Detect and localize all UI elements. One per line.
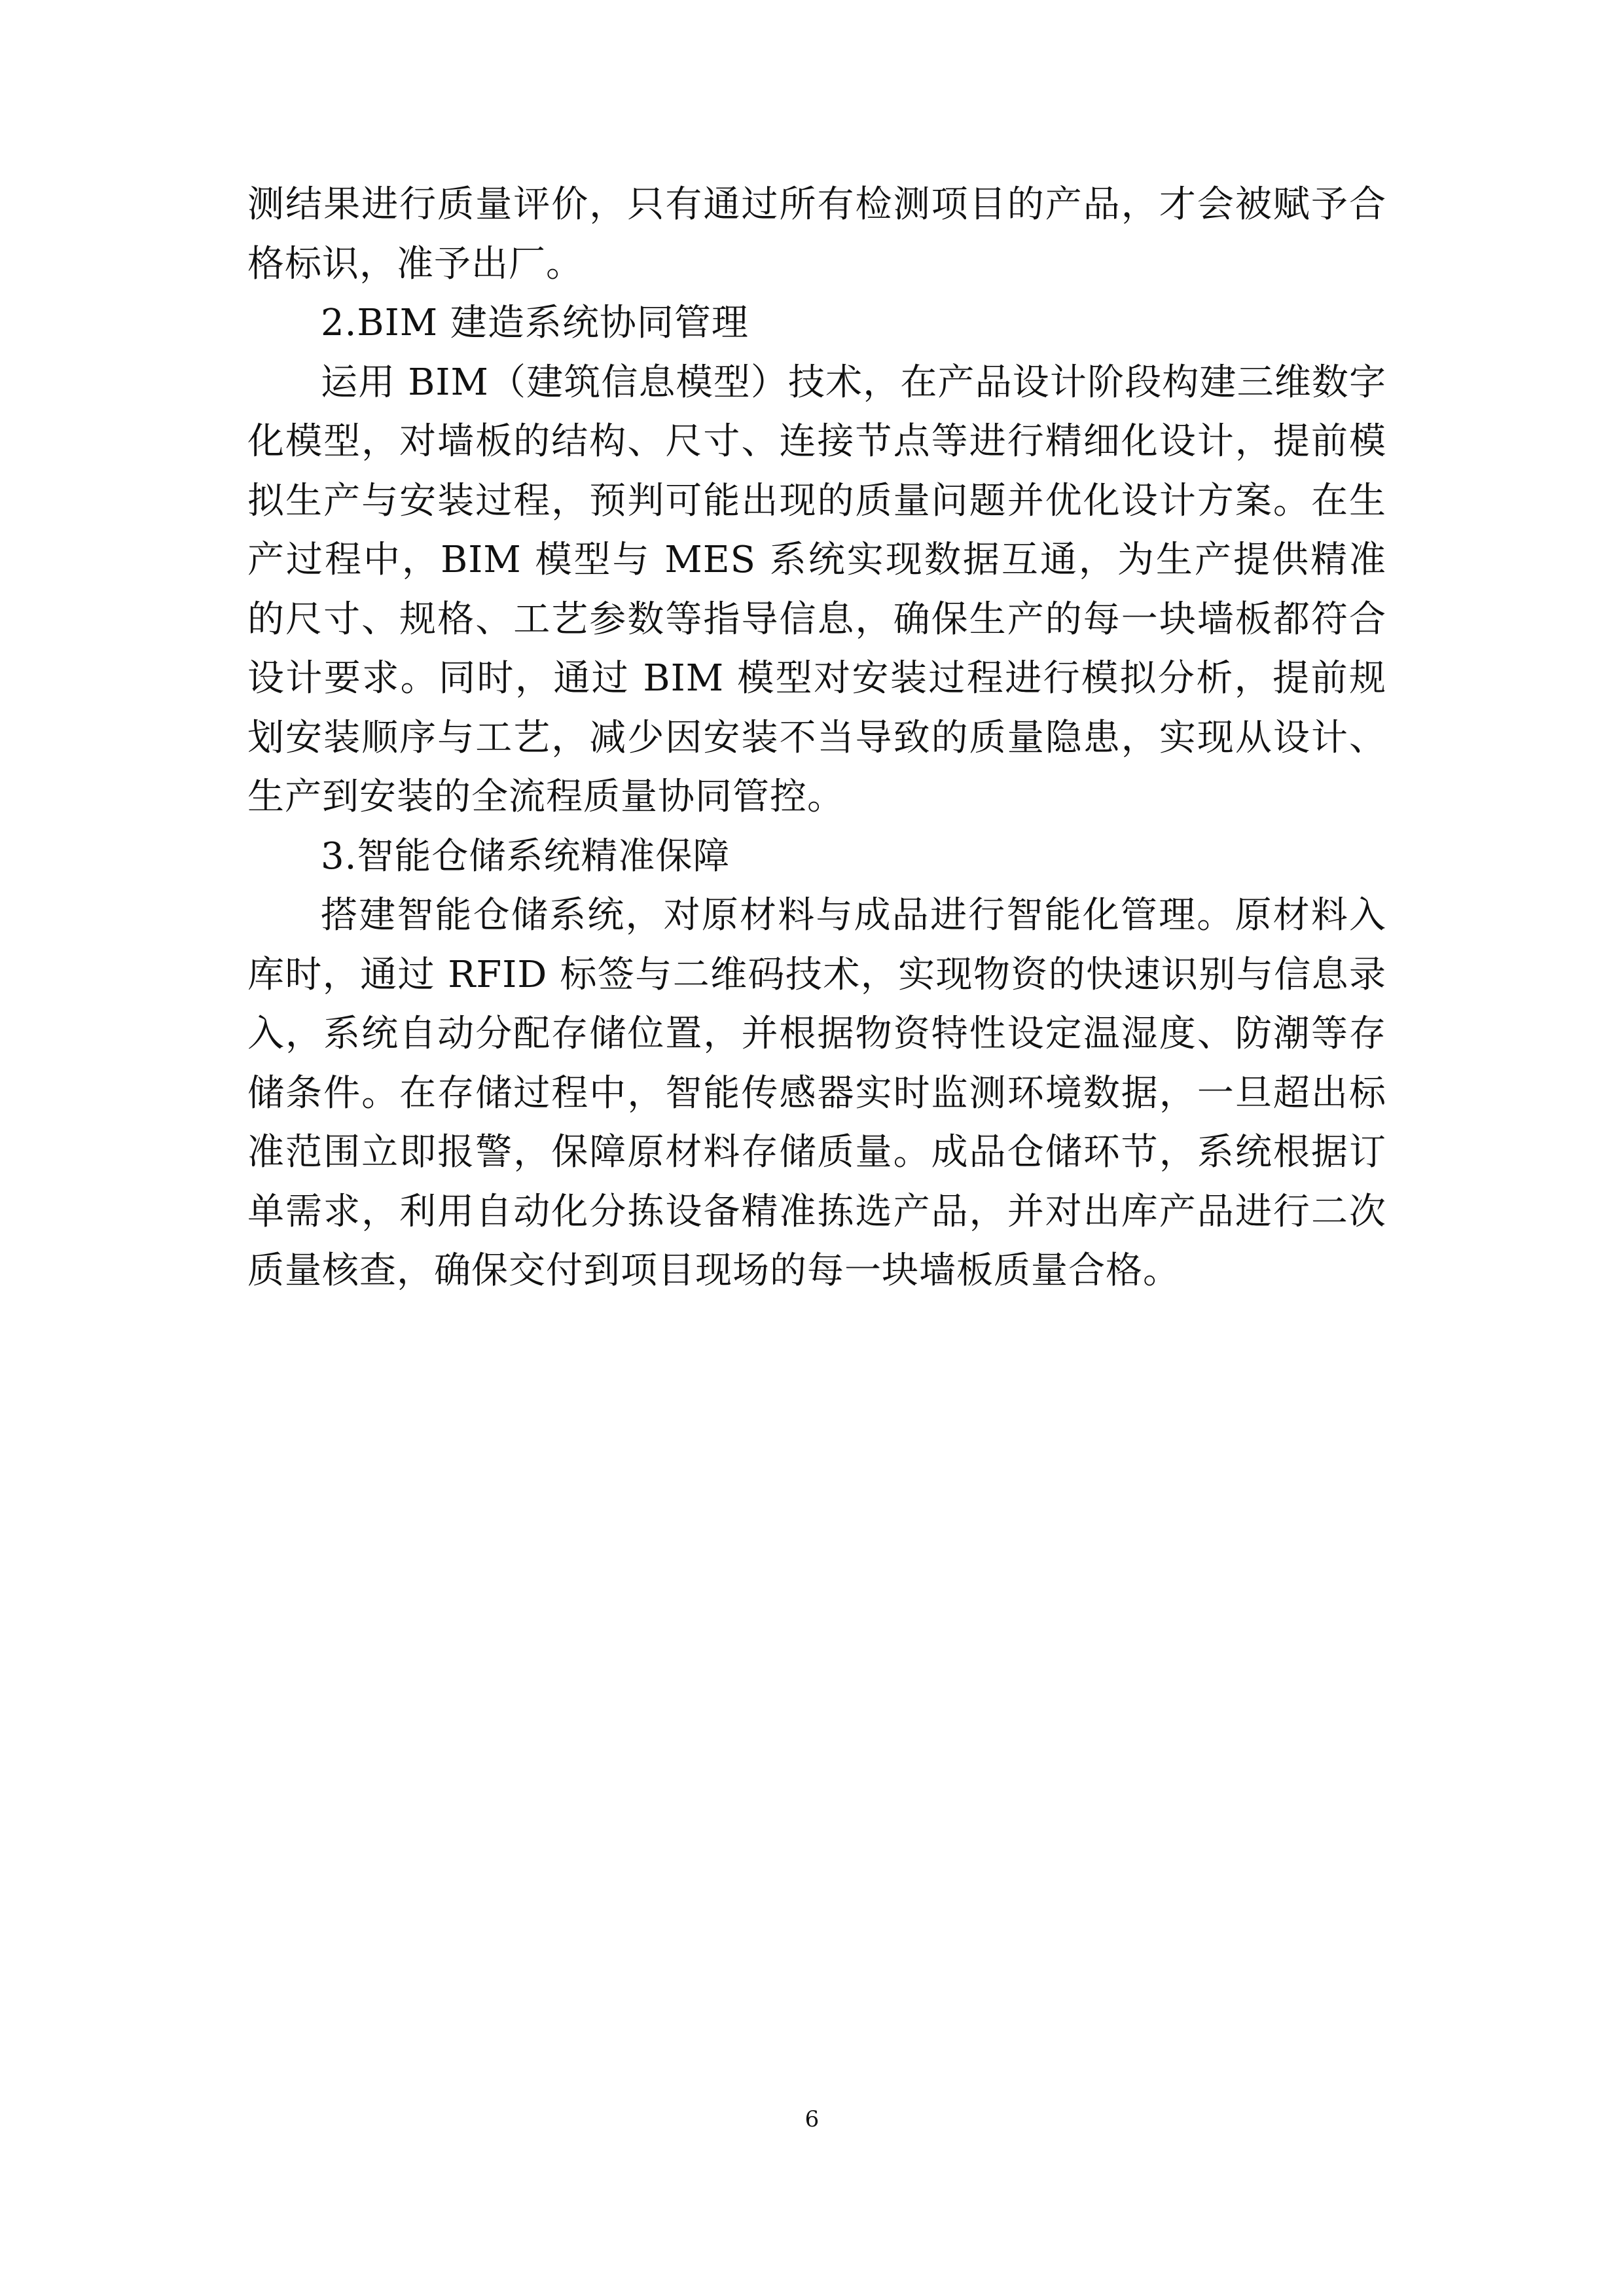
paragraph-bim: 运用 BIM（建筑信息模型）技术，在产品设计阶段构建三维数字化模型，对墙板的结构、尺寸、连接节点等进行精细化设计，提前模拟生产与安装过程，预判可能出现的质量问题并优化设计方案。在生产过程中，BIM 模型与 MES 系统实现数据互通，为生产提供精准的尺寸、规格、工艺参数等指导信息，确保生产的每一块墙板都符合设计要求。同时，通过 BIM 模型对安装过程进行模拟分析，提前规划安装顺序与工艺，减少因安装不当导致的质量隐患，实现从设计、生产到安装的全流程质量协同管控。 bbox=[247, 361, 1386, 818]
body-text bbox=[247, 175, 1386, 1301]
paragraph-continuation: 测结果进行质量评价，只有通过所有检测项目的产品，才会被赋予合格标识，准予出厂。 bbox=[247, 183, 1386, 285]
page-number: 6 bbox=[804, 2106, 820, 2132]
section-heading-bim: 2.BIM 建造系统协同管理 bbox=[321, 302, 749, 344]
paragraph-warehouse: 搭建智能仓储系统，对原材料与成品进行智能化管理。原材料入库时，通过 RFID 标签与二维码技术，实现物资的快速识别与信息录入，系统自动分配存储位置，并根据物资特性设定温湿度、防潮等存储条件。在存储过程中，智能传感器实时监测环境数据，一旦超出标准范围立即报警，保障原材料存储质量。成品仓储环节，系统根据订单需求，利用自动化分拣设备精准拣选产品，并对出库产品进行二次质量核查，确保交付到项目现场的每一块墙板质量合格。 bbox=[247, 894, 1386, 1292]
section-heading-warehouse: 3.智能仓储系统精准保障 bbox=[321, 834, 731, 878]
